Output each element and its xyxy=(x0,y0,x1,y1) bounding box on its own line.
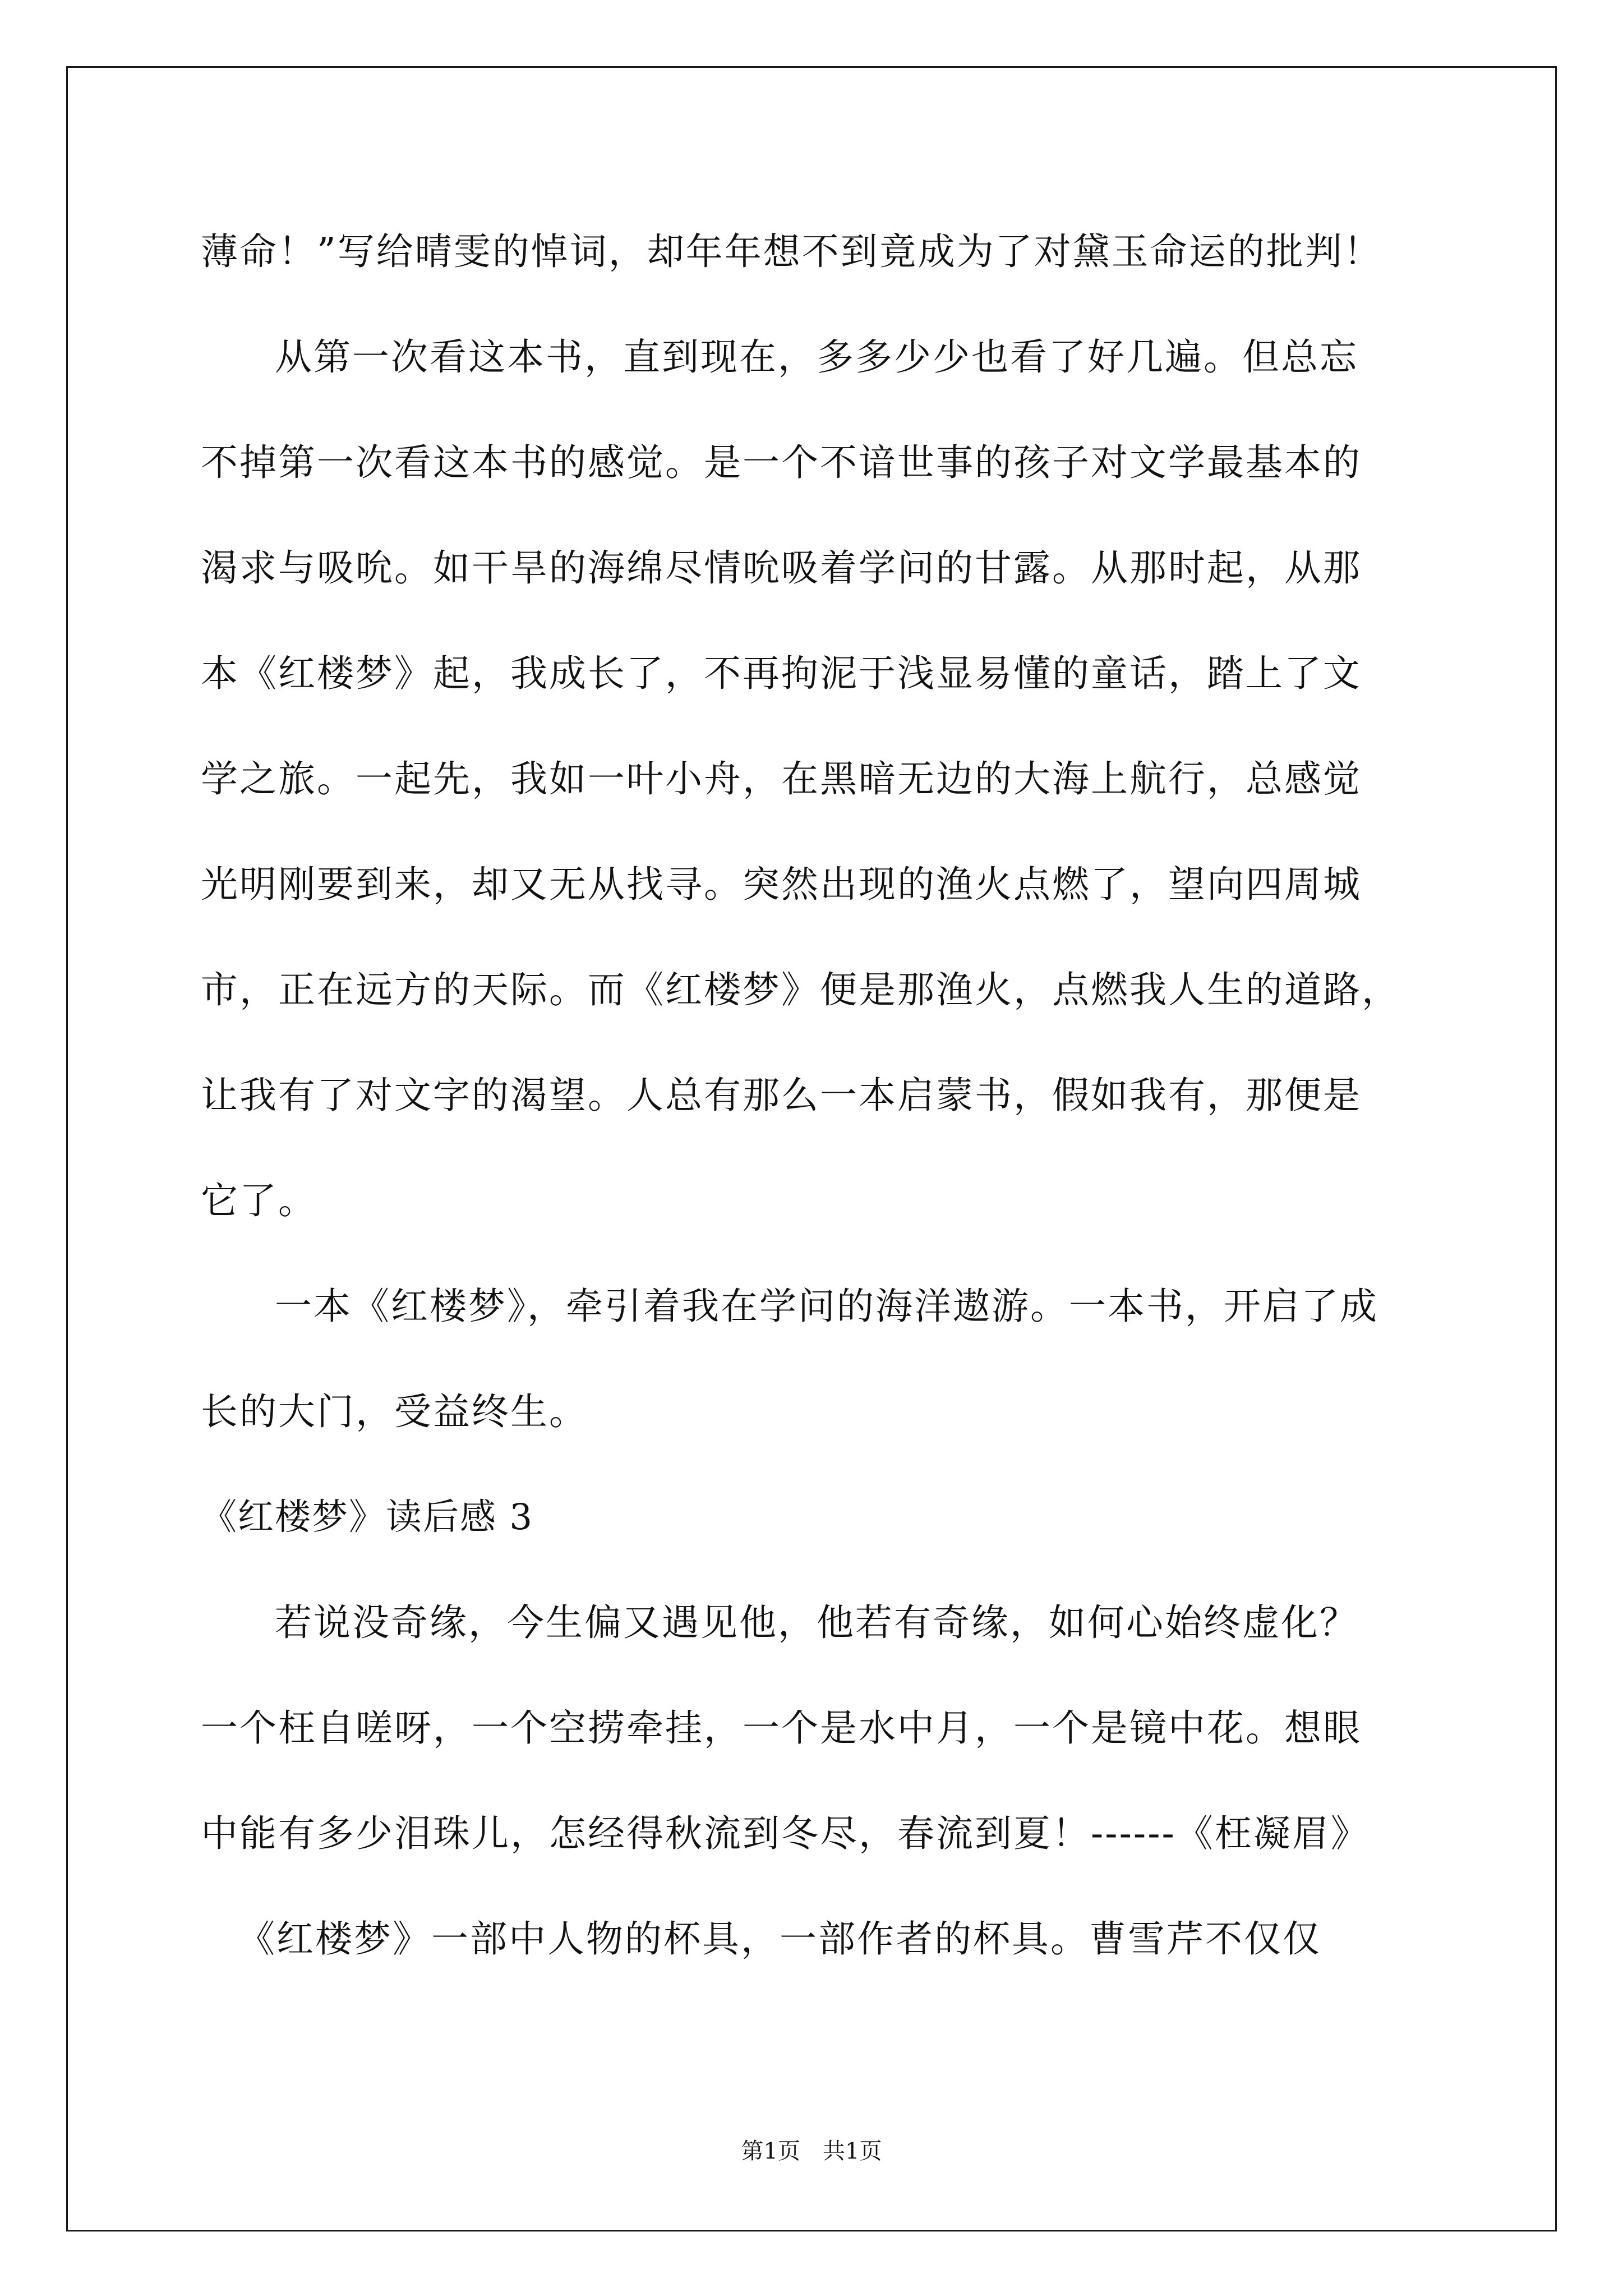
text-line-16: 《红楼梦》一部中人物的杯具，一部作者的杯具。曹雪芹不仅仅 xyxy=(238,1917,1321,1961)
text-line-4: 渴求与吸吮。如干旱的海绵尽情吮吸着学问的甘露。从那时起，从那 xyxy=(201,546,1362,590)
text-line-5: 本《红楼梦》起，我成长了，不再拘泥于浅显易懂的童话，踏上了文 xyxy=(201,652,1362,695)
text-line-3: 不掉第一次看这本书的感觉。是一个不谙世事的孩子对文学最基本的 xyxy=(201,441,1362,484)
document-body xyxy=(201,199,1435,1992)
text-line-1: 薄命！”写给晴雯的悼词，却年年想不到竟成为了对黛玉命运的批判！ xyxy=(201,230,1382,273)
page-footer xyxy=(0,2134,1623,2168)
text-line-15: 中能有多少泪珠儿，怎经得秋流到冬尽，春流到夏！------《枉凝眉》 xyxy=(201,1812,1370,1855)
text-line-14: 一个枉自嗟呀，一个空捞牵挂，一个是水中月，一个是镜中花。想眼 xyxy=(201,1706,1362,1750)
section-heading: 《红楼梦》读后感 3 xyxy=(201,1497,534,1538)
text-line-8: 市，正在远方的天际。而《红楼梦》便是那渔火，点燃我人生的道路， xyxy=(201,968,1400,1011)
text-line-13: 若说没奇缘，今生偏又遇见他，他若有奇缘，如何心始终虚化？ xyxy=(275,1601,1358,1644)
text-line-7: 光明刚要到来，却又无从找寻。突然出现的渔火点燃了，望向四周城 xyxy=(201,863,1362,906)
text-line-2: 从第一次看这本书，直到现在，多多少少也看了好几遍。但总忘 xyxy=(275,335,1358,379)
text-line-6: 学之旅。一起先，我如一叶小舟，在黑暗无边的大海上航行，总感觉 xyxy=(201,757,1362,800)
text-line-9: 让我有了对文字的渴望。人总有那么一本启蒙书，假如我有，那便是 xyxy=(201,1074,1362,1117)
page-number: 第1页 共1页 xyxy=(741,2138,882,2164)
text-line-10: 它了。 xyxy=(201,1179,317,1222)
text-line-12: 长的大门，受益终生。 xyxy=(201,1390,588,1433)
text-line-11: 一本《红楼梦》，牵引着我在学问的海洋遨游。一本书，开启了成 xyxy=(275,1285,1378,1328)
